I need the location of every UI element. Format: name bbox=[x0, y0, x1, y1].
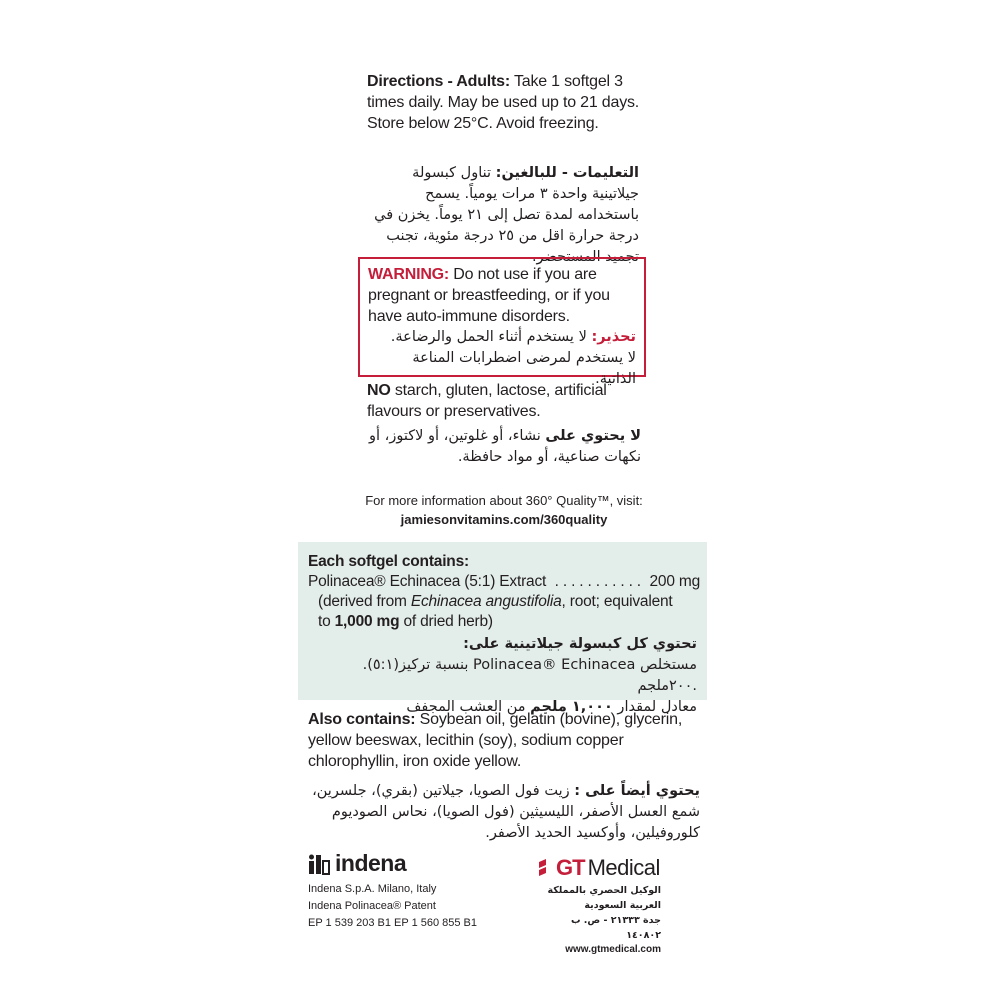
directions-ar bbox=[367, 163, 639, 268]
no-additives-ar-text: نشاء، أو غلوتين، أو لاكتوز، أو نكهات صناعية، أو مواد حافظة. bbox=[369, 428, 641, 465]
warning-en bbox=[368, 264, 636, 327]
gt-logo-medical: Medical bbox=[587, 855, 660, 880]
warning-label: WARNING: bbox=[368, 266, 450, 283]
indena-line1: Indena S.p.A. Milano, Italy bbox=[308, 883, 437, 895]
no-additives-ar bbox=[367, 426, 641, 468]
gt-logo-gt: GT bbox=[556, 855, 585, 880]
ingredient-equiv-amount: 1,000 mg bbox=[334, 613, 400, 630]
directions-ar-text: تناول كبسولة جيلاتينية واحدة ٣ مرات يومياً. يسمح باستخدامه لمدة تصل إلى ٢١ يوماً. يخزن في درجة حرارة اقل من ٢٥ درجة مئوية، تجنب تجميد المستحضر. bbox=[374, 165, 639, 265]
ingredient-row bbox=[308, 572, 700, 592]
also-contains-ar-text: زيت فول الصويا، جيلاتين (بقري)، جلسرين، شمع العسل الأصفر، الليسيثين (فول الصويا)، نحاس الصوديوم كلوروفيلين، وأوكسيد الحديد الأصفر. bbox=[312, 783, 700, 841]
warning-ar-line2: لا يستخدم لمرضى اضطرابات المناعة الذاتية. bbox=[412, 350, 636, 387]
indena-logo-text: indena bbox=[335, 850, 407, 876]
warning-box bbox=[358, 257, 646, 387]
indena-line2: Indena Polinacea® Patent bbox=[308, 900, 436, 912]
more-info-url[interactable]: jamiesonvitamins.com/360quality bbox=[400, 512, 608, 527]
ingredient-amount: 200 mg bbox=[649, 573, 700, 590]
ingredient-equivalent: to 1,000 mg of dried herb) bbox=[318, 613, 493, 630]
ingredients-ar-line1: مستخلص Polinacea® Echinacea بنسبة تركيز(٥:١). .٢٠٠ملجم bbox=[362, 657, 697, 694]
directions-ar-label: التعليمات - للبالغين: bbox=[495, 165, 639, 181]
ingredients-ar-title: تحتوي كل كبسولة جيلاتينية على: bbox=[463, 636, 697, 652]
also-contains-ar bbox=[308, 781, 700, 844]
indena-block bbox=[308, 850, 508, 932]
no-additives-text: starch, gluten, lactose, artificial flavours or preservatives. bbox=[367, 382, 607, 420]
gt-medical-logo bbox=[537, 855, 687, 881]
ingredients-panel bbox=[298, 542, 707, 715]
no-additives-ar-label: لا يحتوي على bbox=[545, 428, 641, 444]
ingredients-ar-line2: معادل لمقدار ١,٠٠٠ ملجم من العشب المجفف bbox=[406, 699, 697, 715]
more-info bbox=[300, 491, 708, 529]
also-contains-label: Also contains: bbox=[308, 711, 416, 728]
ingredient-derived: (derived from Echinacea angustifolia, root; equivalent bbox=[318, 593, 673, 610]
no-additives-en bbox=[367, 380, 657, 422]
ingredient-name: Polinacea® Echinacea (5:1) Extract bbox=[308, 573, 547, 590]
gt-ar-line2: جدة ٢١٣٣٣ - ص. ب ١٤٠٨٠٢ bbox=[570, 915, 661, 941]
indena-logo-icon bbox=[308, 853, 330, 875]
indena-line3: EP 1 539 203 B1 EP 1 560 855 B1 bbox=[308, 917, 478, 929]
more-info-line: For more information about 360° Quality™, visit: bbox=[365, 493, 643, 508]
warning-text: Do not use if you are pregnant or breastfeeding, or if you have auto-immune disorders. bbox=[368, 266, 610, 325]
warning-ar-label: تحذير: bbox=[591, 329, 636, 345]
also-contains-en bbox=[308, 709, 698, 772]
gt-medical-logo-icon bbox=[537, 858, 553, 878]
warning-ar-line1: لا يستخدم أثناء الحمل والرضاعة. bbox=[390, 329, 592, 345]
gt-medical-url[interactable]: www.gtmedical.com bbox=[565, 944, 661, 955]
directions-text: Take 1 softgel 3 times daily. May be used up to 21 days. Store below 25°C. Avoid freezing. bbox=[367, 73, 640, 132]
gt-ar-line1: الوكيل الحصري بالمملكة العربية السعودية bbox=[547, 885, 661, 911]
gt-medical-block bbox=[537, 855, 687, 955]
indena-logo bbox=[308, 850, 508, 877]
ingredient-dots: . . . . . . . . . . . bbox=[554, 573, 641, 590]
no-additives-label: NO bbox=[367, 382, 391, 399]
ingredient-species: Echinacea angustifolia bbox=[410, 593, 562, 610]
also-contains-text: Soybean oil, gelatin (bovine), glycerin, yellow beeswax, lecithin (soy), sodium copper chlorophyllin, iron oxide yellow. bbox=[308, 711, 683, 770]
ingredients-title: Each softgel contains: bbox=[308, 553, 469, 570]
also-contains-ar-label: يحتوي أيضاً على : bbox=[574, 783, 700, 799]
directions-en bbox=[367, 71, 657, 134]
directions-label: Directions - Adults: bbox=[367, 73, 510, 90]
